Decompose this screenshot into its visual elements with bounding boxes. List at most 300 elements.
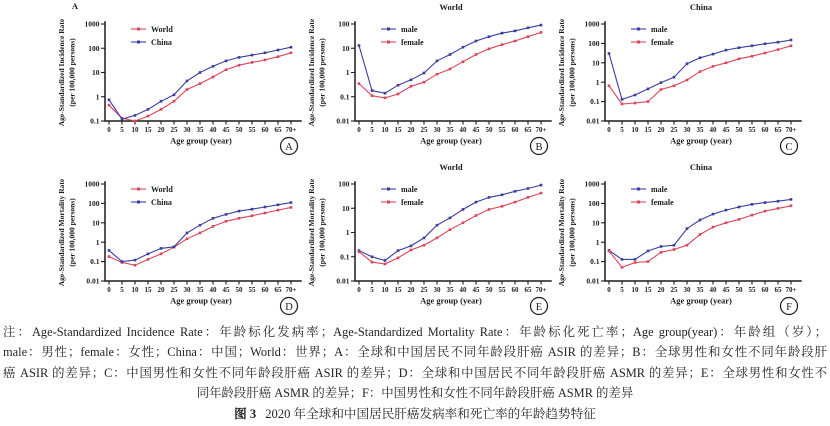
data-marker <box>423 237 426 240</box>
y-axis-units-label: (per 100,000 persons) <box>567 198 577 267</box>
data-marker <box>751 203 754 206</box>
x-tick-label: 40 <box>709 126 717 134</box>
x-tick-label: 40 <box>459 286 467 294</box>
legend-marker <box>387 201 390 204</box>
data-marker <box>212 217 215 220</box>
x-tick-label: 0 <box>107 126 111 134</box>
x-tick-label: 20 <box>407 126 415 134</box>
x-tick-label: 10 <box>381 126 389 134</box>
x-tick-label: 10 <box>131 286 139 294</box>
data-marker <box>384 259 387 262</box>
x-axis-label: Age group (year) <box>670 295 732 306</box>
data-marker <box>199 232 202 235</box>
y-tick-label: 1 <box>95 92 100 102</box>
panel-title: China <box>689 162 713 172</box>
data-marker <box>738 58 741 61</box>
x-tick-label: 65 <box>774 286 782 294</box>
data-marker <box>764 210 767 213</box>
x-tick-label: 25 <box>170 126 178 134</box>
y-axis-units-label: (per 100,000 persons) <box>67 198 77 267</box>
y-tick-label: 10 <box>592 58 600 68</box>
panel-letter-badge <box>281 138 298 155</box>
x-tick-label: 70+ <box>785 126 797 134</box>
x-tick-label: 45 <box>222 286 230 294</box>
chart-panel-a <box>55 0 305 160</box>
data-marker <box>738 206 741 209</box>
x-tick-label: 45 <box>472 286 480 294</box>
series-line <box>109 53 291 121</box>
note-line-4: 同年龄段肝癌 ASMR 的差异；F：中国男性和女性不同年龄段肝癌 ASMR 的差异 <box>196 386 634 401</box>
data-marker <box>410 245 413 248</box>
data-marker <box>160 247 163 250</box>
y-axis-units-label: (per 100,000 persons) <box>567 38 577 107</box>
y-axis-units-label: (per 100,000 persons) <box>317 198 327 267</box>
legend-label: male <box>651 184 668 194</box>
data-marker <box>384 97 387 100</box>
x-tick-label: 50 <box>235 126 243 134</box>
axes <box>601 22 801 125</box>
data-marker <box>238 217 241 220</box>
y-tick-label: 0.1 <box>340 252 350 262</box>
data-marker <box>712 65 715 68</box>
panel-title: World <box>439 162 463 172</box>
x-tick-label: 5 <box>370 126 374 134</box>
data-marker <box>699 70 702 73</box>
axes <box>351 182 551 285</box>
data-marker <box>225 213 228 216</box>
x-tick-label: 70+ <box>285 286 297 294</box>
data-marker <box>527 196 530 199</box>
y-tick-label: 10 <box>92 218 100 228</box>
data-marker <box>160 253 163 256</box>
x-tick-label: 15 <box>644 286 652 294</box>
x-tick-label: 25 <box>170 286 178 294</box>
x-axis-label: Age group (year) <box>420 295 482 306</box>
data-marker <box>147 115 150 118</box>
x-tick-label: 0 <box>107 286 111 294</box>
y-tick-label: 1 <box>95 237 100 247</box>
x-tick-label: 10 <box>381 286 389 294</box>
data-marker <box>251 215 254 218</box>
x-tick-label: 0 <box>607 126 611 134</box>
data-marker <box>608 250 611 253</box>
legend-marker <box>387 41 390 44</box>
data-marker <box>423 81 426 84</box>
data-marker <box>501 194 504 197</box>
panel-letter: D <box>285 301 293 313</box>
data-marker <box>225 68 228 71</box>
legend-marker <box>637 188 640 191</box>
y-tick-label: 1 <box>595 77 600 87</box>
x-axis-label: Age group (year) <box>670 135 732 146</box>
panel-letter-badge <box>531 298 548 315</box>
x-tick-label: 55 <box>498 286 506 294</box>
data-marker <box>621 258 624 261</box>
chart-panel-f <box>555 160 805 320</box>
data-marker <box>514 190 517 193</box>
data-marker <box>397 84 400 87</box>
data-marker <box>449 68 452 71</box>
data-marker <box>540 184 543 187</box>
x-tick-label: 30 <box>183 126 191 134</box>
y-tick-label: 0.01 <box>86 276 100 286</box>
data-marker <box>290 46 293 49</box>
data-marker <box>290 52 293 55</box>
data-marker <box>777 200 780 203</box>
x-tick-label: 15 <box>394 286 402 294</box>
x-tick-label: 65 <box>774 126 782 134</box>
data-marker <box>660 251 663 254</box>
data-marker <box>488 196 491 199</box>
x-axis-label: Age group (year) <box>170 295 232 306</box>
x-tick-label: 20 <box>657 286 665 294</box>
x-tick-label: 55 <box>498 126 506 134</box>
x-axis-label: Age group (year) <box>170 135 232 146</box>
x-tick-label: 45 <box>472 126 480 134</box>
y-tick-label: 10 <box>92 68 100 78</box>
data-marker <box>436 237 439 240</box>
x-tick-label: 0 <box>607 286 611 294</box>
x-tick-label: 50 <box>485 126 493 134</box>
x-tick-label: 30 <box>433 286 441 294</box>
series-female <box>358 31 543 99</box>
x-tick-label: 60 <box>511 126 519 134</box>
data-marker <box>449 228 452 231</box>
data-marker <box>777 41 780 44</box>
x-tick-label: 5 <box>120 286 124 294</box>
data-marker <box>462 46 465 49</box>
data-marker <box>134 114 137 117</box>
data-marker <box>277 209 280 212</box>
x-tick-label: 60 <box>761 126 769 134</box>
y-tick-label: 10 <box>592 218 600 228</box>
x-tick-label: 20 <box>407 286 415 294</box>
data-marker <box>501 205 504 208</box>
legend <box>381 25 424 47</box>
series-female <box>358 192 543 265</box>
data-marker <box>634 258 637 261</box>
data-marker <box>410 85 413 88</box>
data-marker <box>371 261 374 264</box>
legend-label: China <box>151 197 172 207</box>
data-marker <box>634 102 637 105</box>
x-tick-label: 70+ <box>785 286 797 294</box>
x-tick-label: 5 <box>120 126 124 134</box>
data-marker <box>790 45 793 48</box>
data-marker <box>790 205 793 208</box>
data-marker <box>199 71 202 74</box>
data-marker <box>173 94 176 97</box>
data-marker <box>371 94 374 97</box>
x-tick-label: 30 <box>683 126 691 134</box>
data-marker <box>475 201 478 204</box>
data-marker <box>147 258 150 261</box>
series-line <box>359 185 541 260</box>
legend-label: World <box>151 184 173 194</box>
data-marker <box>540 24 543 27</box>
panel-letter-badge <box>781 298 798 315</box>
legend-marker <box>387 188 390 191</box>
data-marker <box>108 255 111 258</box>
legend-label: male <box>651 24 668 34</box>
x-tick-label: 25 <box>670 126 678 134</box>
data-marker <box>397 93 400 96</box>
data-marker <box>134 259 137 262</box>
data-marker <box>790 39 793 42</box>
chart-panel-e <box>305 160 555 320</box>
data-marker <box>186 232 189 235</box>
legend-marker <box>637 41 640 44</box>
x-tick-label: 60 <box>261 286 269 294</box>
y-tick-label: 0.1 <box>340 92 350 102</box>
legend-label: male <box>401 24 418 34</box>
data-marker <box>712 53 715 56</box>
data-marker <box>212 76 215 79</box>
data-marker <box>514 201 517 204</box>
data-marker <box>501 32 504 35</box>
data-marker <box>160 108 163 111</box>
data-marker <box>371 89 374 92</box>
legend-label: female <box>651 37 674 47</box>
y-tick-label: 100 <box>88 43 100 53</box>
y-axis-label: Age-Standardized Mortality Rate <box>307 178 316 287</box>
series-line <box>109 207 291 265</box>
y-axis-label: Age-Standardized Incidence Rate <box>307 18 316 127</box>
series-line <box>359 25 541 93</box>
y-tick-label: 0.01 <box>336 276 350 286</box>
data-marker <box>160 100 163 103</box>
data-marker <box>358 82 361 85</box>
data-marker <box>686 227 689 230</box>
legend <box>131 25 173 47</box>
x-tick-label: 70+ <box>285 126 297 134</box>
x-tick-label: 0 <box>357 126 361 134</box>
data-marker <box>738 218 741 221</box>
data-marker <box>527 35 530 38</box>
data-marker <box>371 256 374 259</box>
data-marker <box>673 85 676 88</box>
data-marker <box>475 40 478 43</box>
data-marker <box>621 98 624 101</box>
panel-letter: C <box>785 141 793 153</box>
figure-title-line <box>3 404 827 424</box>
data-marker <box>462 208 465 211</box>
panel-letter-badge <box>531 138 548 155</box>
x-tick-label: 0 <box>357 286 361 294</box>
data-marker <box>225 220 228 223</box>
figure-caption <box>0 320 830 424</box>
x-tick-label: 45 <box>722 126 730 134</box>
y-tick-label: 100 <box>588 39 600 48</box>
x-tick-label: 65 <box>524 126 532 134</box>
data-marker <box>751 45 754 48</box>
chart-panel-c <box>555 0 805 160</box>
data-marker <box>764 52 767 55</box>
data-marker <box>660 81 663 84</box>
y-tick-label: 0.1 <box>590 97 600 107</box>
data-marker <box>134 264 137 267</box>
legend-label: China <box>151 37 172 47</box>
x-tick-label: 65 <box>524 286 532 294</box>
data-marker <box>488 35 491 38</box>
data-marker <box>686 79 689 82</box>
data-marker <box>277 204 280 207</box>
x-tick-label: 5 <box>370 286 374 294</box>
y-tick-label: 1 <box>595 237 600 247</box>
legend-label: World <box>151 24 173 34</box>
legend-marker <box>137 41 140 44</box>
y-axis-label: Age-Standardized Incidence Rate <box>57 18 66 127</box>
y-tick-label: 1000 <box>84 19 100 29</box>
x-tick-label: 5 <box>620 126 624 134</box>
series-male <box>358 24 543 95</box>
note-line-2: male：男性；female：女性；China：中国；World：世界；A：全球和中国居民不同年龄段肝癌 ASIR 的差异；B：全球男性和女性不同年龄段肝 <box>3 345 827 360</box>
series-World <box>108 206 293 266</box>
x-tick-label: 35 <box>446 126 454 134</box>
data-marker <box>121 260 124 263</box>
y-tick-label: 0.1 <box>90 257 100 267</box>
legend <box>631 185 674 207</box>
data-marker <box>527 27 530 30</box>
data-marker <box>108 249 111 252</box>
panel-letter: B <box>535 141 543 153</box>
panel-letter-badge <box>781 138 798 155</box>
legend <box>131 185 173 207</box>
data-marker <box>238 56 241 59</box>
data-marker <box>199 82 202 85</box>
x-tick-label: 65 <box>274 126 282 134</box>
panel-title: World <box>439 2 463 12</box>
x-tick-label: 60 <box>511 286 519 294</box>
y-axis-units-label: (per 100,000 persons) <box>317 38 327 107</box>
x-tick-label: 60 <box>761 286 769 294</box>
x-tick-label: 15 <box>644 126 652 134</box>
data-marker <box>186 238 189 241</box>
x-tick-label: 15 <box>144 126 152 134</box>
data-marker <box>186 88 189 91</box>
y-tick-label: 0.01 <box>586 276 600 286</box>
data-marker <box>621 103 624 106</box>
data-marker <box>699 57 702 60</box>
panel-letter-badge <box>281 298 298 315</box>
data-marker <box>212 65 215 68</box>
y-tick-label: 100 <box>588 199 600 208</box>
data-marker <box>540 31 543 34</box>
x-tick-label: 35 <box>696 286 704 294</box>
x-tick-label: 35 <box>696 126 704 134</box>
data-marker <box>397 249 400 252</box>
series-male <box>608 39 793 101</box>
x-tick-label: 55 <box>248 126 256 134</box>
data-marker <box>108 99 111 102</box>
x-axis-label: Age group (year) <box>420 135 482 146</box>
data-marker <box>751 55 754 58</box>
axes <box>351 22 551 125</box>
data-marker <box>686 244 689 247</box>
y-axis-units-label: (per 100,000 persons) <box>67 38 77 107</box>
legend-marker <box>137 188 140 191</box>
data-marker <box>186 80 189 83</box>
x-tick-label: 50 <box>735 286 743 294</box>
data-marker <box>277 49 280 52</box>
data-marker <box>147 108 150 111</box>
data-marker <box>647 250 650 253</box>
data-marker <box>527 187 530 190</box>
legend-marker <box>637 201 640 204</box>
x-tick-label: 40 <box>209 126 217 134</box>
data-marker <box>673 244 676 247</box>
figure-title: 2020 年全球和中国居民肝癌发病率和死亡率的年龄趋势特征 <box>265 406 596 421</box>
legend-marker <box>137 28 140 31</box>
data-marker <box>358 251 361 254</box>
data-marker <box>777 48 780 51</box>
data-marker <box>738 46 741 49</box>
data-marker <box>423 244 426 247</box>
y-axis-label: Age-Standardized Mortality Rate <box>57 178 66 287</box>
data-marker <box>673 76 676 79</box>
y-tick-label: 1000 <box>584 179 600 189</box>
x-tick-label: 35 <box>196 126 204 134</box>
y-tick-label: 100 <box>338 179 350 189</box>
data-marker <box>488 48 491 51</box>
x-tick-label: 25 <box>420 286 428 294</box>
x-tick-label: 70+ <box>535 126 547 134</box>
x-tick-label: 15 <box>394 126 402 134</box>
data-marker <box>423 72 426 75</box>
data-marker <box>647 88 650 91</box>
data-marker <box>121 118 124 121</box>
x-tick-label: 55 <box>748 286 756 294</box>
y-tick-label: 1000 <box>84 179 100 189</box>
legend <box>381 185 424 207</box>
data-marker <box>634 94 637 97</box>
y-axis-label: Age-Standardized Mortality Rate <box>557 178 566 287</box>
x-tick-label: 50 <box>485 286 493 294</box>
note-line-3: 癌 ASIR 的差异；C：中国男性和女性不同年龄段肝癌 ASIR 的差异；D：全球和中国居民不同年龄段肝癌 ASMR 的差异；E：全球男性和女性不 <box>3 365 827 380</box>
data-marker <box>462 222 465 225</box>
y-tick-label: 0.1 <box>590 257 600 267</box>
x-tick-label: 45 <box>722 286 730 294</box>
x-tick-label: 10 <box>631 286 639 294</box>
x-tick-label: 10 <box>631 126 639 134</box>
legend-label: female <box>401 37 424 47</box>
data-marker <box>449 53 452 56</box>
y-tick-label: 1 <box>345 68 350 78</box>
x-tick-label: 30 <box>183 286 191 294</box>
data-marker <box>251 61 254 64</box>
x-tick-label: 40 <box>209 286 217 294</box>
x-tick-label: 45 <box>222 126 230 134</box>
data-marker <box>790 198 793 201</box>
data-marker <box>410 79 413 82</box>
data-marker <box>699 233 702 236</box>
data-marker <box>436 224 439 227</box>
note-line-1: 注：Age-Standardized Incidence Rate：年龄标化发病率；Age-Standardized Mortality Rate：年龄标化死亡率；Age group(year)：年龄组（岁）； <box>3 325 827 339</box>
data-marker <box>173 100 176 103</box>
x-tick-label: 55 <box>248 286 256 294</box>
data-marker <box>673 248 676 251</box>
data-marker <box>764 43 767 46</box>
chart-panel-d <box>55 160 305 320</box>
data-marker <box>647 100 650 103</box>
data-marker <box>608 52 611 55</box>
data-marker <box>264 52 267 55</box>
series-male <box>608 198 793 261</box>
data-marker <box>475 53 478 56</box>
data-marker <box>712 213 715 216</box>
y-tick-label: 100 <box>88 199 100 208</box>
legend-marker <box>137 201 140 204</box>
